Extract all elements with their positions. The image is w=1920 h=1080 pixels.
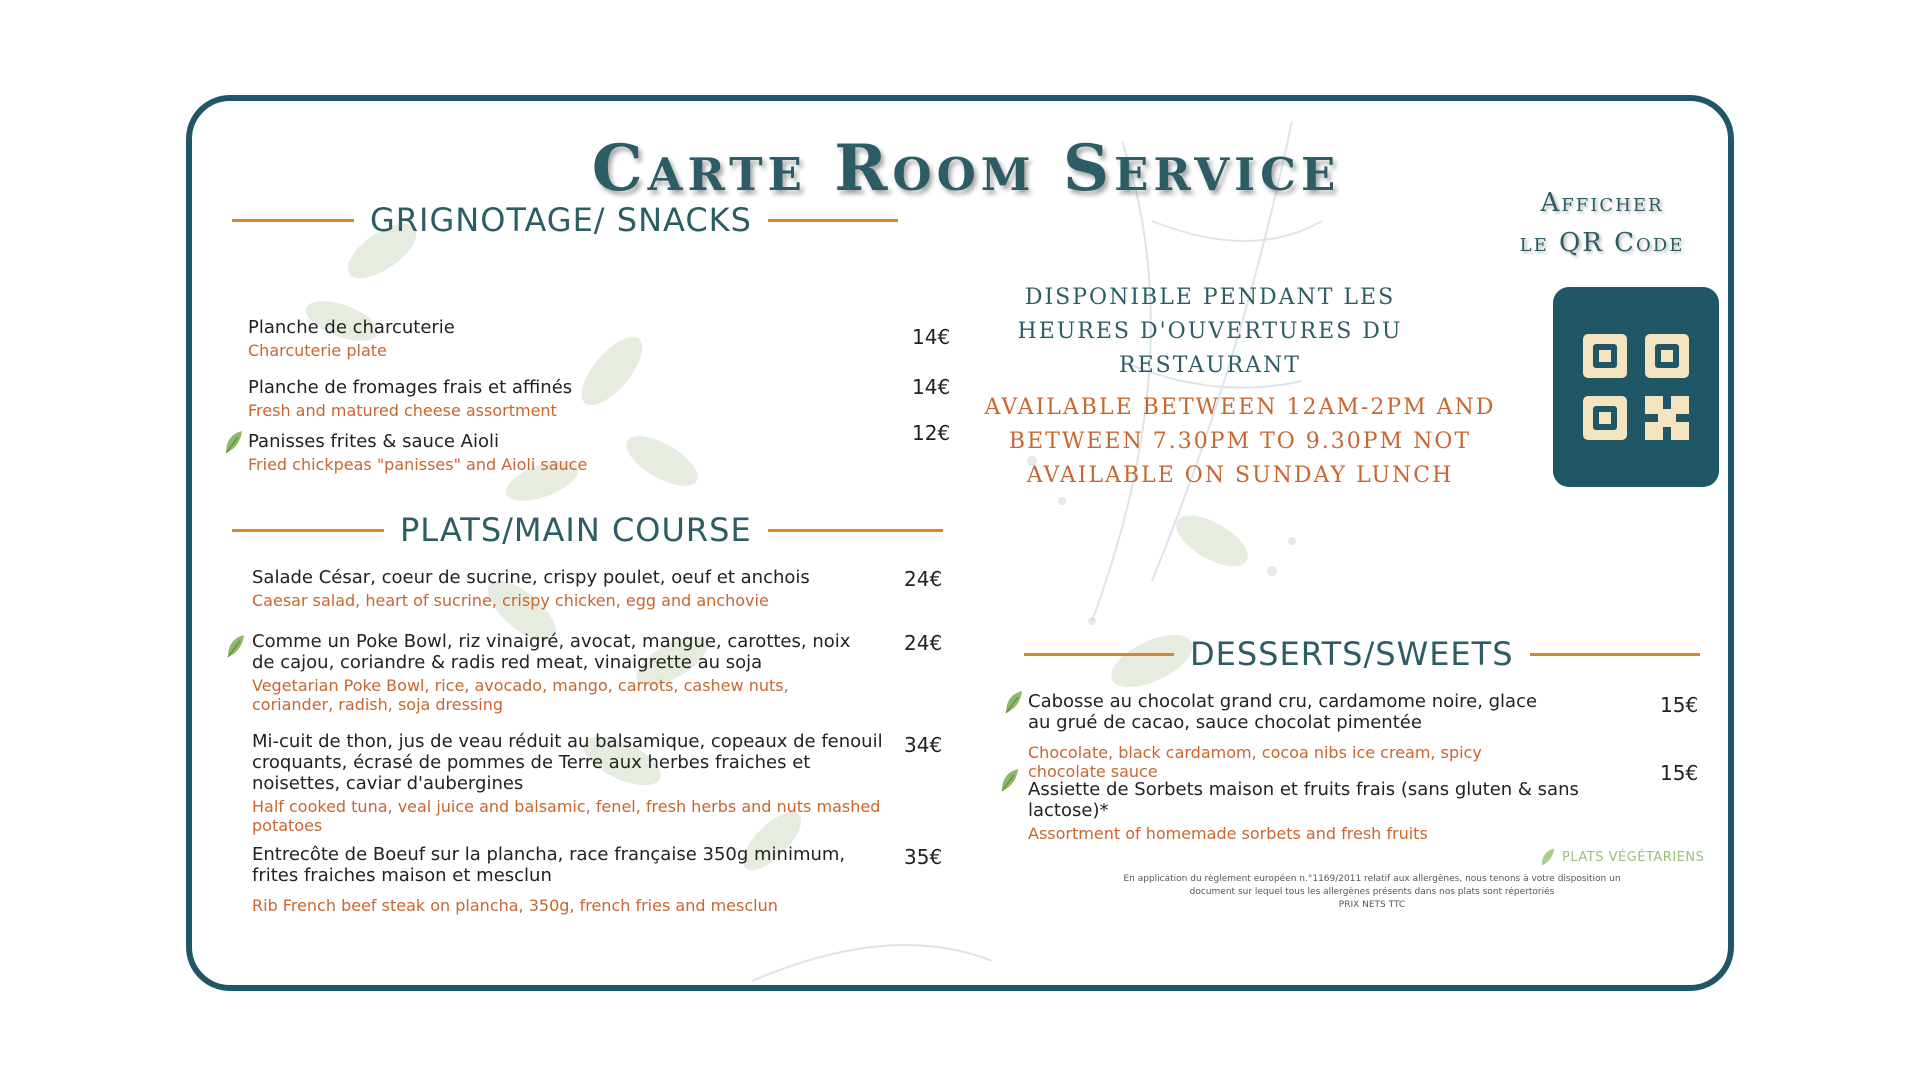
- header-rule: [768, 529, 943, 532]
- header-rule: [768, 219, 898, 222]
- qr-label-line1: Afficher: [1540, 188, 1664, 218]
- availability-en: AVAILABLE BETWEEN 12AM-2PM AND BETWEEN 7.30PM TO 9.30PM NOT AVAILABLE ON SUNDAY LUNCH: [984, 395, 1496, 488]
- item-price: 15€: [1660, 693, 1699, 717]
- qr-code-label: [1502, 183, 1702, 263]
- item-name-fr: Planche de fromages frais et affinés: [248, 377, 573, 398]
- availability-fr: DISPONIBLE PENDANT LES HEURES D'OUVERTURES DU RESTAURANT: [1017, 285, 1403, 378]
- item-name-en: Assortment of homemade sorbets and fresh fruits: [1028, 824, 1428, 843]
- item-price: 24€: [904, 631, 943, 655]
- menu-item: [248, 431, 708, 474]
- menu-item: [252, 731, 892, 835]
- item-name-fr: Entrecôte de Boeuf sur la plancha, race française 350g minimum, frites fraiches maison et mesclun: [252, 844, 846, 886]
- item-name-en: Caesar salad, heart of sucrine, crispy chicken, egg and anchovie: [252, 591, 769, 610]
- leaf-icon: [1004, 689, 1024, 715]
- leaf-icon: [1000, 767, 1020, 793]
- menu-item: [252, 567, 872, 610]
- header-rule: [1530, 653, 1700, 656]
- price-note: PRIX NETS TTC: [1338, 900, 1406, 910]
- section-title-mains: PLATS/MAIN COURSE: [400, 511, 752, 549]
- item-name-en: Chocolate, black cardamom, cocoa nibs ice cream, spicy chocolate sauce: [1028, 743, 1482, 781]
- qr-code-icon: [1581, 332, 1691, 442]
- allergen-notice-line: En application du règlement européen n.°1169/2011 relatif aux allergènes, nous tenons à votre disposition un: [1123, 874, 1621, 884]
- header-rule: [232, 529, 384, 532]
- menu-item: [1028, 779, 1588, 843]
- item-name-en: Vegetarian Poke Bowl, rice, avocado, mango, carrots, cashew nuts, coriander, radish, soja dressing: [252, 676, 789, 714]
- header-rule: [232, 219, 354, 222]
- menu-item: [248, 317, 708, 360]
- section-header-mains: [232, 511, 943, 549]
- item-name-en: Half cooked tuna, veal juice and balsamic, fenel, fresh herbs and nuts mashed potatoes: [252, 797, 881, 835]
- menu-card: [186, 95, 1734, 991]
- page-title: Carte Room Service: [591, 131, 1341, 206]
- menu-item: [1028, 691, 1548, 781]
- item-name-en: Fried chickpeas "panisses" and Aioli sauce: [248, 455, 588, 474]
- section-title-snacks: GRIGNOTAGE/ SNACKS: [370, 201, 752, 239]
- item-name-fr: Planche de charcuterie: [248, 317, 455, 338]
- item-name-fr: Comme un Poke Bowl, riz vinaigré, avocat, mangue, carottes, noix de cajou, coriandre & radis red meat, vinaigrette au soja: [252, 631, 851, 673]
- item-price: 14€: [912, 375, 951, 399]
- menu-item: [252, 631, 872, 714]
- item-name-en: Charcuterie plate: [248, 341, 387, 360]
- item-price: 24€: [904, 567, 943, 591]
- item-price: 34€: [904, 733, 943, 757]
- header-rule: [1024, 653, 1174, 656]
- qr-label-line2: le QR Code: [1519, 228, 1685, 258]
- item-name-fr: Assiette de Sorbets maison et fruits frais (sans gluten & sans lactose)*: [1028, 779, 1579, 821]
- leaf-icon: [1540, 847, 1556, 867]
- leaf-icon: [224, 429, 244, 455]
- item-price: 14€: [912, 325, 951, 349]
- item-price: 15€: [1660, 761, 1699, 785]
- vegetarian-legend-label: PLATS VÉGÉTARIENS: [1562, 849, 1705, 865]
- item-name-en: Rib French beef steak on plancha, 350g, french fries and mesclun: [252, 896, 778, 915]
- item-name-fr: Salade César, coeur de sucrine, crispy poulet, oeuf et anchois: [252, 567, 810, 588]
- menu-item: [248, 377, 708, 420]
- allergen-notice: [1112, 873, 1632, 912]
- section-header-snacks: [232, 201, 898, 239]
- section-title-desserts: DESSERTS/SWEETS: [1190, 635, 1514, 673]
- show-qr-code-button[interactable]: [1553, 287, 1719, 487]
- item-name-fr: Mi-cuit de thon, jus de veau réduit au balsamique, copeaux de fenouil croquants, écrasé de pommes de Terre aux herbes fraiches et noisettes, caviar d'aubergines: [252, 731, 883, 794]
- item-name-fr: Panisses frites & sauce Aioli: [248, 431, 499, 452]
- section-header-desserts: [1024, 635, 1700, 673]
- menu-item: [252, 844, 872, 915]
- vegetarian-legend: [1540, 847, 1704, 867]
- item-name-en: Fresh and matured cheese assortment: [248, 401, 557, 420]
- item-name-fr: Cabosse au chocolat grand cru, cardamome noire, glace au grué de cacao, sauce chocolat pimentée: [1028, 691, 1538, 733]
- item-price: 35€: [904, 845, 943, 869]
- leaf-icon: [226, 633, 246, 659]
- allergen-notice-line: document sur lequel tous les allergènes présents dans nos plats sont répertoriés: [1189, 887, 1555, 897]
- item-price: 12€: [912, 421, 951, 445]
